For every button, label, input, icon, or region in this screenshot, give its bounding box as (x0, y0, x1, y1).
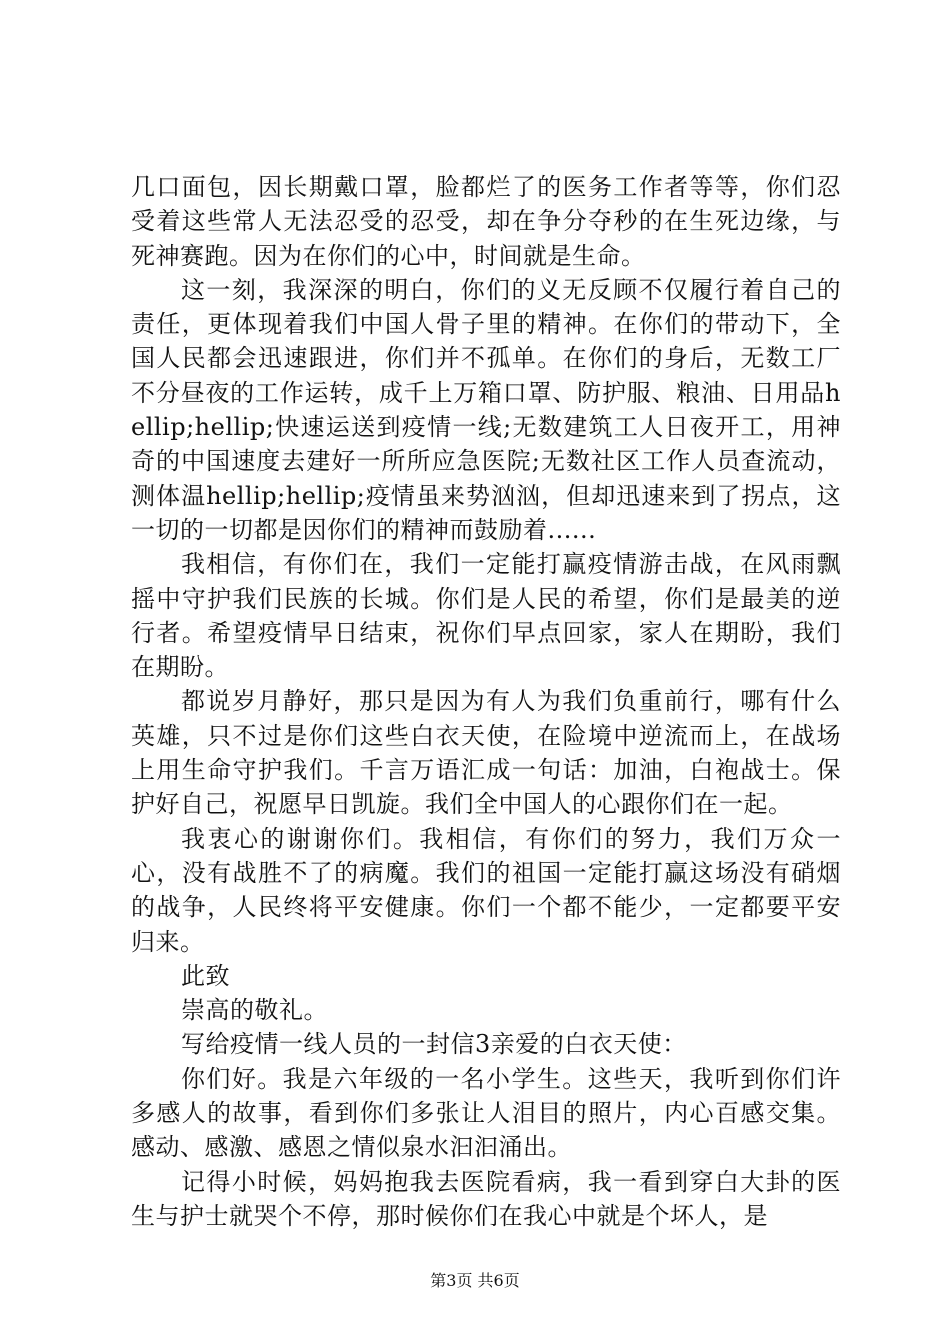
document-body (131, 170, 841, 1233)
letter-heading: 写给疫情一线人员的一封信3亲爱的白衣天使： (181, 1030, 687, 1059)
paragraph: 我相信，有你们在，我们一定能打赢疫情游击战，在风雨飘摇中守护我们民族的长城。你们是人民的希望，你们是最美的逆行者。希望疫情早日结束，祝你们早点回家，家人在期盼，我们在期盼。 (131, 550, 841, 682)
paragraph: 我衷心的谢谢你们。我相信，有你们的努力，我们万众一心，没有战胜不了的病魔。我们的祖国一定能打赢这场没有硝烟的战争，人民终将平安健康。你们一个都不能少，一定都要平安归来。 (131, 824, 841, 956)
paragraph: 记得小时候，妈妈抱我去医院看病，我一看到穿白大卦的医生与护士就哭个不停，那时候你们在我心中就是个坏人，是 (131, 1167, 841, 1230)
closing-regards: 崇高的敬礼。 (181, 996, 328, 1025)
paragraph: 你们好。我是六年级的一名小学生。这些天，我听到你们许多感人的故事，看到你们多张让人泪目的照片，内心百感交集。感动、感激、感恩之情似泉水汩汩涌出。 (131, 1064, 841, 1162)
closing-salutation: 此致 (181, 961, 230, 990)
paragraph-continued: 几口面包，因长期戴口罩，脸都烂了的医务工作者等等，你们忍受着这些常人无法忍受的忍受，却在争分夺秒的在生死边缘，与死神赛跑。因为在你们的心中，时间就是生命。 (131, 173, 841, 270)
paragraph: 这一刻，我深深的明白，你们的义无反顾不仅履行着自己的责任，更体现着我们中国人骨子里的精神。在你们的带动下，全国人民都会迅速跟进，你们并不孤单。在你们的身后，无数工厂不分昼夜的工作运转，成千上万箱口罩、防护服、粮油、日用品hellip;hellip;快速运送到疫情一线;无数建筑工人日夜开工，用神奇的中国速度去建好一所所应急医院;无数社区工作人员查流动，测体温hellip;hellip;疫情虽来势汹汹，但却迅速来到了拐点，这一切的一切都是因你们的精神而鼓励着...... (131, 275, 841, 544)
page-number-footer: 第3页 共6页 (430, 1271, 520, 1290)
paragraph: 都说岁月静好，那只是因为有人为我们负重前行，哪有什么英雄，只不过是你们这些白衣天使，在险境中逆流而上，在战场上用生命守护我们。千言万语汇成一句话：加油，白袍战士。保护好自己，祝愿早日凯旋。我们全中国人的心跟你们在一起。 (131, 687, 841, 819)
